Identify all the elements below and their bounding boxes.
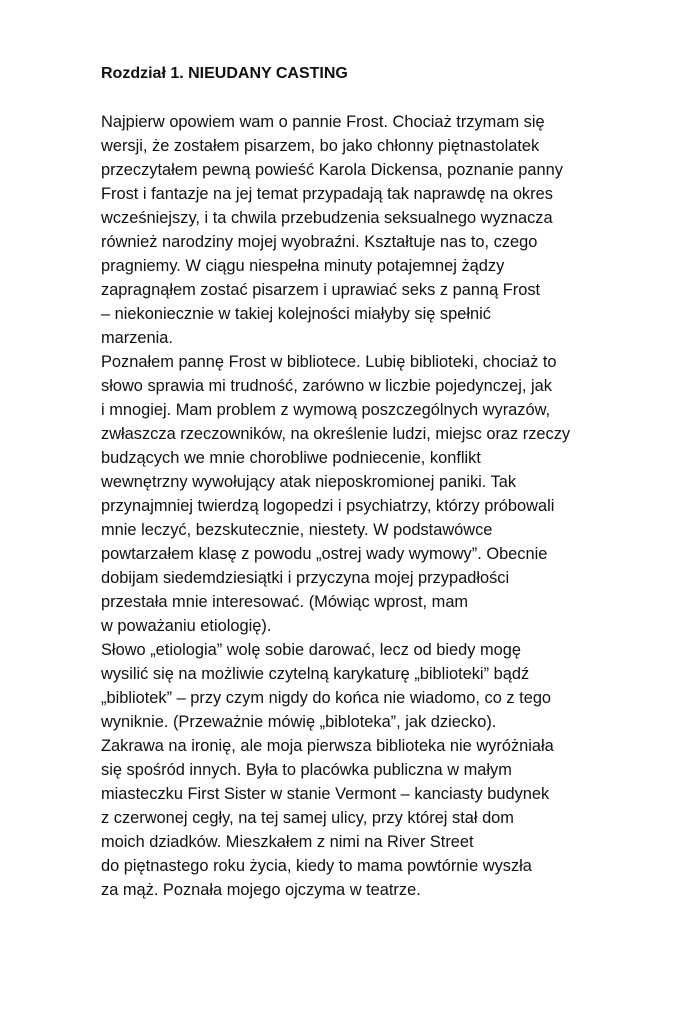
text-line: wyniknie. (Przeważnie mówię „bibloteka”, jak dziecko). [101, 713, 497, 731]
text-line: przestała mnie interesować. (Mówiąc wprost, mam [101, 593, 469, 611]
text-line: Poznałem pannę Frost w bibliotece. Lubię biblioteki, chociaż to [101, 353, 557, 371]
text-line: budzących we mnie chorobliwe podniecenie, konflikt [101, 449, 481, 467]
text-line: „bibliotek” – przy czym nigdy do końca nie wiadomo, co z tego [101, 689, 552, 707]
text-line: pragniemy. W ciągu niespełna minuty potajemnej żądzy [101, 257, 505, 275]
text-line: Zakrawa na ironię, ale moja pierwsza biblioteka nie wyróżniała [101, 737, 554, 755]
text-line: wewnętrzny wywołujący atak nieposkromionej paniki. Tak [101, 473, 517, 491]
text-line: dobijam siedemdziesiątki i przyczyna mojej przypadłości [101, 569, 510, 587]
document-body [101, 62, 661, 902]
text-line: Frost i fantazje na jej temat przypadają tak naprawdę na okres [101, 185, 553, 203]
text-line: miasteczku First Sister w stanie Vermont – kanciasty budynek [101, 785, 550, 803]
text-line: wcześniejszy, i ta chwila przebudzenia seksualnego wyznacza [101, 209, 553, 227]
title-spacer [101, 86, 661, 110]
text-line: Najpierw opowiem wam o pannie Frost. Chociaż trzymam się [101, 113, 545, 131]
text-line: powtarzałem klasę z powodu „ostrej wady wymowy”. Obecnie [101, 545, 548, 563]
text-line: wersji, że zostałem pisarzem, bo jako chłonny piętnastolatek [101, 137, 540, 155]
text-line: wysilić się na możliwie czytelną karykaturę „biblioteki” bądź [101, 665, 530, 683]
text-line: w poważaniu etiologię). [101, 617, 272, 635]
text-line: się spośród innych. Była to placówka publiczna w małym [101, 761, 512, 779]
text-line: Słowo „etiologia” wolę sobie darować, lecz od biedy mogę [101, 641, 522, 659]
text-line: za mąż. Poznała mojego ojczyma w teatrze. [101, 881, 421, 899]
text-line: mnie leczyć, bezskutecznie, niestety. W podstawówce [101, 521, 493, 539]
text-line: również narodziny mojej wyobraźni. Kształtuje nas to, czego [101, 233, 538, 251]
text-line: i mnogiej. Mam problem z wymową poszczególnych wyrazów, [101, 401, 551, 419]
text-line: marzenia. [101, 329, 173, 347]
text-line: słowo sprawia mi trudność, zarówno w liczbie pojedynczej, jak [101, 377, 552, 395]
text-line: – niekoniecznie w takiej kolejności miałyby się spełnić [101, 305, 491, 323]
text-line: do piętnastego roku życia, kiedy to mama powtórnie wyszła [101, 857, 532, 875]
chapter-title: Rozdział 1. NIEUDANY CASTING [101, 65, 348, 82]
text-line: moich dziadków. Mieszkałem z nimi na River Street [101, 833, 474, 851]
text-line: przeczytałem pewną powieść Karola Dickensa, poznanie panny [101, 161, 563, 179]
text-line: zwłaszcza rzeczowników, na określenie ludzi, miejsc oraz rzeczy [101, 425, 571, 443]
text-line: z czerwonej cegły, na tej samej ulicy, przy której stał dom [101, 809, 514, 827]
body-text [101, 110, 661, 902]
text-line: przynajmniej twierdzą logopedzi i psychiatrzy, którzy próbowali [101, 497, 555, 515]
text-line: zapragnąłem zostać pisarzem i uprawiać seks z panną Frost [101, 281, 541, 299]
